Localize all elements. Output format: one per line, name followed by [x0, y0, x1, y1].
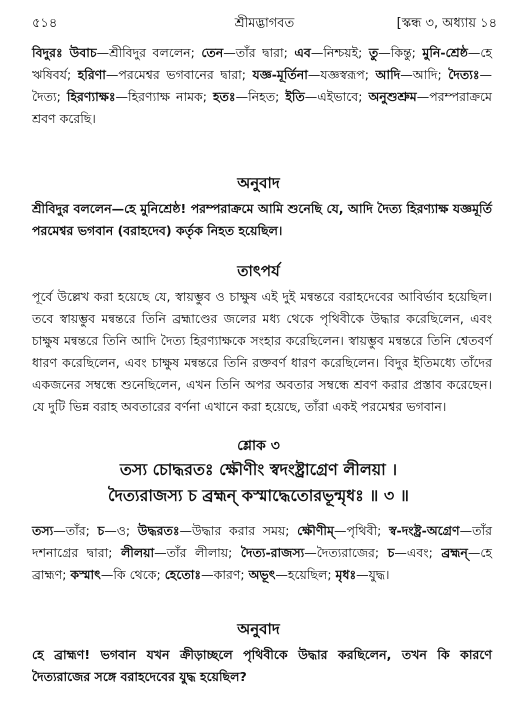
chapter-reference: [স্কন্ধ ৩, অধ্যায় ১৪ [396, 16, 497, 31]
translation-1: শ্রীবিদুর বললেন—হে মুনিশ্রেষ্ঠ! পরম্পরাক্রমে আমি শুনেছি যে, আদি দৈত্য হিরণ্যাক্ষ যজ্ঞমূর্তি পরমেশ্বর ভগবান (বরাহদেব) কর্তৃক নিহত হয়েছিল। [32, 201, 492, 238]
synonym-word: এব [294, 45, 311, 60]
synonym-word: হরিণা [77, 67, 106, 82]
synonym-word: ক্ষৌণীম্ [297, 523, 334, 538]
purport-text: পূর্বে উল্লেখ করা হয়েছে যে, স্বায়ম্ভুব ও চাক্ষুষ এই দুই মন্বন্তরে বরাহদেবের আবির্ভাব হয়েছিল। তবে স্বায়ম্ভুব মন্বন্তরে তিনি ব্রহ্মাণ্ডের জলের মধ্য থেকে পৃথিবীকে উদ্ধার করেছিলেন, এবং চাক্ষুষ মন্বন্তরে তিনি আদি দৈত্য হিরণ্যাক্ষকে সংহার করেছিলেন। স্বায়ম্ভুব মন্বন্তরে তিনি শ্বেতবর্ণ ধারণ করেছিলেন, এবং চাক্ষুষ মন্বন্তরে তিনি রক্তবর্ণ ধারণ করেছিলেন। বিদুর ইতিমধ্যে তাঁদের একজনের সম্বন্ধে শুনেছিলেন, এখন তিনি অপর অবতার সম্বন্ধে শ্রবণ করার প্রস্তাব করেছেন। যে দুটি ভিন্ন বরাহ অবতারের বর্ণনা এখানে করা হয়েছে, তাঁরা একই পরমেশ্বর ভগবান। [32, 289, 492, 414]
synonym-word: যজ্ঞ-মূর্তিনা [252, 67, 308, 82]
synonym-word: হেতোঃ [164, 567, 202, 582]
book-title: শ্রীমদ্ভাগবত [234, 16, 295, 31]
synonym-meaning: —তাঁর দ্বারা; [223, 45, 295, 60]
synonym-word: কস্মাৎ [70, 567, 101, 582]
synonym-meaning: —নিহত; [235, 89, 286, 104]
synonym-word: হিরণ্যাক্ষঃ [66, 89, 116, 104]
synonym-word: চ [387, 545, 395, 560]
synonym-meaning: —পৃথিবী; [333, 523, 389, 538]
synonym-meaning: —যজ্ঞস্বরূপ; [307, 67, 376, 82]
synonym-word: অনুশুশ্রুম [368, 89, 417, 104]
synonym-meaning: —হে ব্রাহ্মণ; [32, 545, 492, 582]
verse-line-1: তস্য চোদ্ধরতঃ ক্ষৌণীং স্বদংষ্ট্রাগ্রেণ লীলয়া । [119, 460, 398, 479]
synonym-meaning: —আদি; [400, 67, 449, 82]
translation-2: হে ব্রাহ্মণ! ভগবান যখন ক্রীড়াচ্ছলে পৃথিবীকে উদ্ধার করছিলেন, তখন কি কারণে দৈত্যরাজের সঙ্গে বরাহদেবের যুদ্ধ হয়েছিল? [32, 647, 492, 684]
synonyms-block-1 [32, 42, 492, 130]
synonym-word: উদ্ধরতঃ [137, 523, 180, 538]
synonym-word: তু [368, 45, 379, 60]
synonym-meaning: —পরম্পরাক্রমে শ্রবণ করেছি। [32, 89, 492, 126]
synonym-word: মৃধঃ [335, 567, 357, 582]
synonym-word: চ [97, 523, 105, 538]
synonym-meaning: —কি থেকে; [100, 567, 165, 582]
synonyms-block-2 [32, 520, 492, 586]
translation-heading-2: অনুবাদ [237, 620, 280, 638]
synonym-meaning: —দৈত্য; [32, 67, 492, 104]
synonym-word: তস্য [32, 523, 54, 538]
synonym-meaning: —কারণ; [201, 567, 249, 582]
synonym-meaning: —তাঁর; [53, 523, 98, 538]
synonym-meaning: —কিন্তু; [378, 45, 423, 60]
synonym-meaning: —তাঁর লীলায়; [154, 545, 241, 560]
synonym-meaning: —দৈত্যরাজের; [304, 545, 388, 560]
synonym-meaning: —উদ্ধার করার সময়; [179, 523, 298, 538]
synonym-word: মুনি-শ্রেষ্ঠ [422, 45, 468, 60]
synonym-word: ব্রহ্মন্ [441, 545, 468, 560]
synonym-meaning: —তাঁর দশনাগ্রের দ্বারা; [32, 523, 492, 560]
synonym-meaning: —যুদ্ধ। [356, 567, 390, 582]
synonym-meaning: —ও; [104, 523, 138, 538]
synonym-word: স্ব-দংষ্ট্র-অগ্রেণ [388, 523, 460, 538]
synonym-meaning: —হে ঋষিবর্য; [32, 45, 492, 82]
translation-heading-1: অনুবাদ [237, 174, 280, 192]
synonym-meaning: —পরমেশ্বর ভগবানের দ্বারা; [105, 67, 253, 82]
synonym-word: আদি [375, 67, 401, 82]
synonym-word: দৈত্যঃ [448, 67, 480, 82]
verse-line-2: দৈত্যরাজস্য চ ব্রহ্মন্ কস্মাদ্ধেতোরভূন্মৃধঃ ॥ ৩ ॥ [108, 486, 409, 505]
synonym-meaning: —শ্রীবিদুর বললেন; [96, 45, 202, 60]
synonym-meaning: —হিরণ্যাক্ষ নামক; [115, 89, 213, 104]
synonym-word: অভূৎ [248, 567, 276, 582]
page-number: ৫১৪ [32, 16, 58, 31]
synonym-word: তেন [201, 45, 224, 60]
page-header [32, 14, 497, 36]
synonym-meaning: —হয়েছিল; [275, 567, 336, 582]
synonym-word: ইতি [285, 89, 305, 104]
verse-heading: শ্লোক ৩ [237, 438, 280, 454]
synonym-word: লীলয়া [120, 545, 155, 560]
purport-heading: তাৎপর্য [237, 262, 280, 280]
synonym-word: দৈত্য-রাজস্য [240, 545, 305, 560]
synonym-word: বিদুরঃ উবাচ [32, 45, 97, 60]
synonym-meaning: —নিশ্চয়ই; [310, 45, 369, 60]
synonym-word: হতঃ [212, 89, 236, 104]
synonym-meaning: —এবং; [394, 545, 442, 560]
synonym-meaning: —এইভাবে; [304, 89, 369, 104]
